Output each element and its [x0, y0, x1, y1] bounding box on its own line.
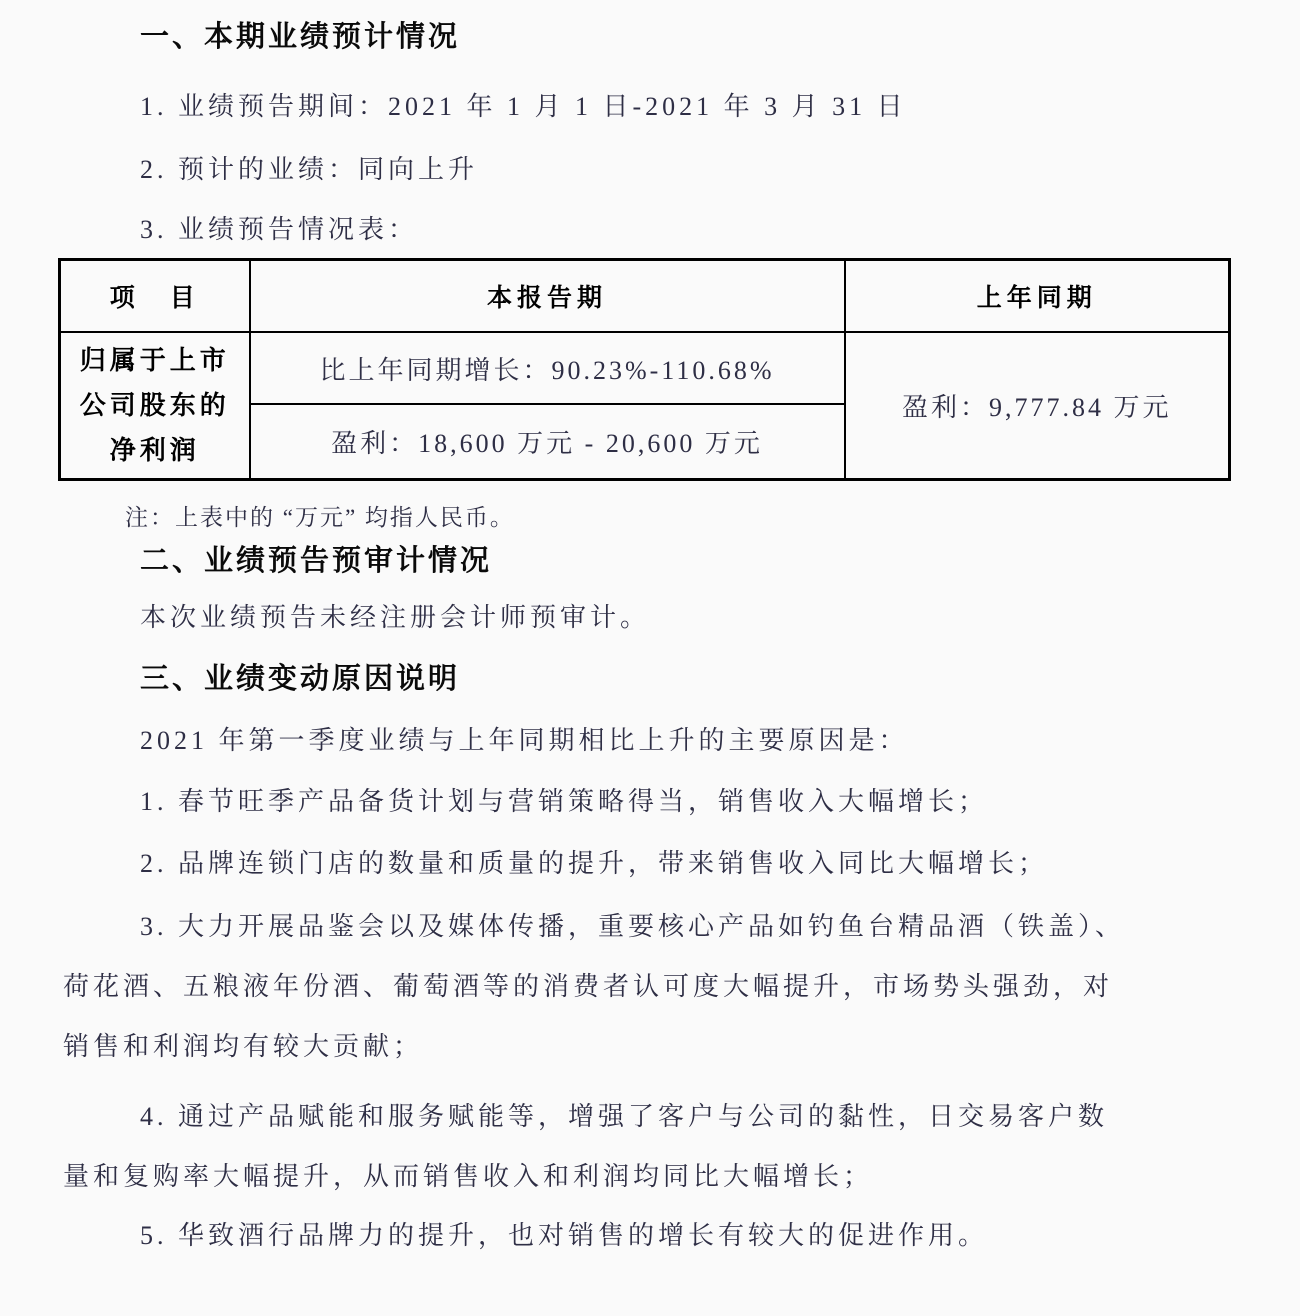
- reason-3-line-1: 3. 大力开展品鉴会以及媒体传播，重要核心产品如钓鱼台精品酒（铁盖）、: [140, 912, 1126, 941]
- cell-current-growth: 比上年同期增长：90.23%-110.68%: [250, 332, 845, 404]
- section-1-item-table-caption: 3. 业绩预告情况表：: [140, 215, 419, 244]
- section-2-title: 二、业绩预告预审计情况: [140, 545, 493, 577]
- section-1-item-expected-performance: 2. 预计的业绩：同向上升: [140, 155, 479, 184]
- section-3-intro: 2021 年第一季度业绩与上年同期相比上升的主要原因是：: [140, 726, 909, 755]
- section-1-item-forecast-period: 1. 业绩预告期间：2021 年 1 月 1 日-2021 年 3 月 31 日: [140, 92, 907, 121]
- table-header-row: [60, 260, 1230, 333]
- table-header-item: 项 目: [60, 260, 250, 333]
- table-header-prior-period: 上年同期: [845, 260, 1230, 333]
- section-1-title: 一、本期业绩预计情况: [140, 21, 461, 53]
- section-2-body: 本次业绩预告未经注册会计师预审计。: [140, 603, 651, 632]
- performance-forecast-table: [58, 258, 1231, 481]
- row-label-line-2: 公司股东的: [79, 389, 230, 420]
- reason-3-line-2: 荷花酒、五粮液年份酒、葡萄酒等的消费者认可度大幅提升，市场势头强劲，对: [63, 972, 1114, 1001]
- reason-3-line-3: 销售和利润均有较大贡献；: [63, 1032, 424, 1061]
- reason-1: 1. 春节旺季产品备货计划与营销策略得当，销售收入大幅增长；: [140, 787, 989, 816]
- cell-prior-profit: 盈利：9,777.84 万元: [845, 332, 1230, 479]
- table-footnote: 注：上表中的 “万元” 均指人民币。: [125, 505, 515, 530]
- row-label-line-1: 归属于上市: [79, 344, 230, 375]
- reason-5: 5. 华致酒行品牌力的提升，也对销售的增长有较大的促进作用。: [140, 1221, 989, 1250]
- section-3-title: 三、业绩变动原因说明: [140, 663, 461, 695]
- reason-2: 2. 品牌连锁门店的数量和质量的提升，带来销售收入同比大幅增长；: [140, 849, 1049, 878]
- cell-current-profit: 盈利：18,600 万元 - 20,600 万元: [250, 404, 845, 479]
- reason-4-line-2: 量和复购率大幅提升，从而销售收入和利润均同比大幅增长；: [63, 1162, 874, 1191]
- reason-4-line-1: 4. 通过产品赋能和服务赋能等，增强了客户与公司的黏性，日交易客户数: [140, 1102, 1109, 1131]
- table-row-growth: [60, 332, 1230, 404]
- row-label-line-3: 净利润: [109, 434, 200, 465]
- table-row-label-net-profit: [60, 332, 250, 479]
- table-header-current-period: 本报告期: [250, 260, 845, 333]
